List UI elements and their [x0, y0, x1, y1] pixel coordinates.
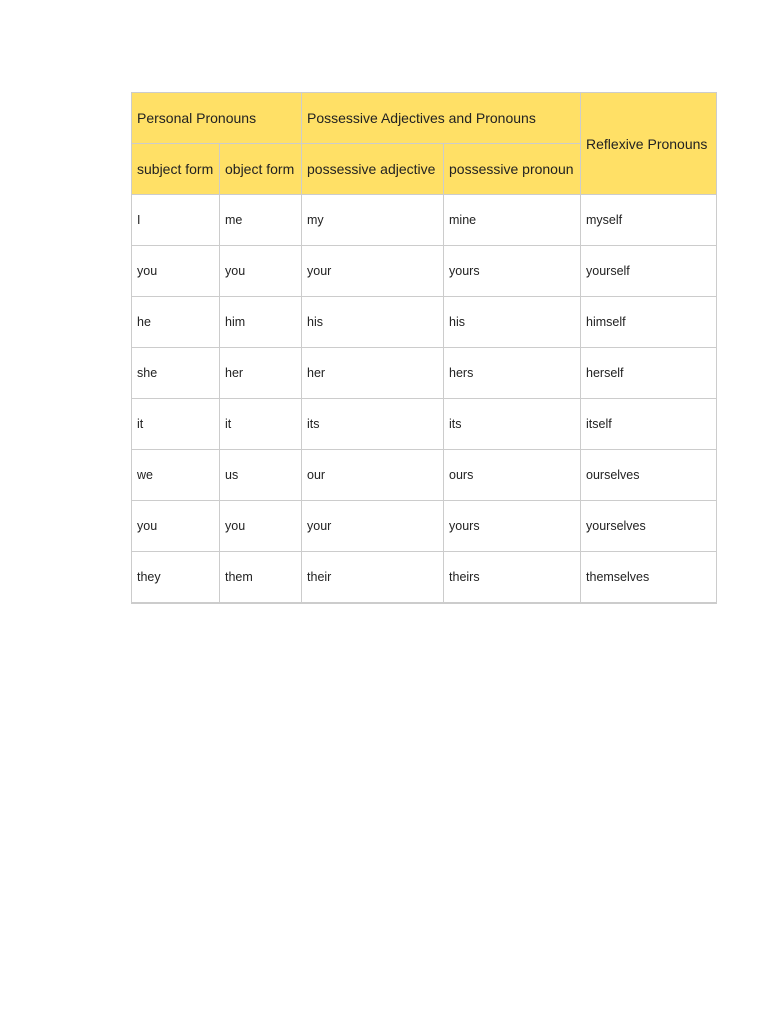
table-row — [132, 450, 717, 501]
cell-subject: you — [132, 501, 220, 552]
pronoun-table-container — [131, 92, 716, 604]
cell-possessive-pronoun: its — [444, 399, 581, 450]
header-subject-form: subject form — [132, 144, 220, 195]
cell-possessive-adjective: his — [302, 297, 444, 348]
cell-possessive-pronoun: yours — [444, 246, 581, 297]
table-row — [132, 348, 717, 399]
cell-reflexive: ourselves — [581, 450, 717, 501]
cell-possessive-adjective: my — [302, 195, 444, 246]
cell-possessive-adjective: her — [302, 348, 444, 399]
cell-object: her — [220, 348, 302, 399]
cell-object: me — [220, 195, 302, 246]
table-body — [132, 195, 717, 604]
cell-object: us — [220, 450, 302, 501]
cell-possessive-adjective: their — [302, 552, 444, 604]
table-row — [132, 246, 717, 297]
cell-reflexive: himself — [581, 297, 717, 348]
cell-possessive-adjective: your — [302, 246, 444, 297]
cell-possessive-pronoun: his — [444, 297, 581, 348]
header-group-row — [132, 93, 717, 144]
cell-object: it — [220, 399, 302, 450]
table-row — [132, 297, 717, 348]
table-row — [132, 399, 717, 450]
cell-reflexive: yourselves — [581, 501, 717, 552]
cell-possessive-adjective: your — [302, 501, 444, 552]
header-reflexive-pronouns: Reflexive Pronouns — [581, 93, 717, 195]
cell-reflexive: myself — [581, 195, 717, 246]
header-possessive-adjectives-and-pronouns: Possessive Adjectives and Pronouns — [302, 93, 581, 144]
cell-object: you — [220, 501, 302, 552]
cell-object: them — [220, 552, 302, 604]
cell-possessive-adjective: its — [302, 399, 444, 450]
cell-possessive-pronoun: yours — [444, 501, 581, 552]
cell-reflexive: herself — [581, 348, 717, 399]
cell-subject: she — [132, 348, 220, 399]
cell-subject: we — [132, 450, 220, 501]
pronoun-table — [131, 92, 717, 604]
table-row — [132, 195, 717, 246]
cell-subject: you — [132, 246, 220, 297]
cell-possessive-pronoun: mine — [444, 195, 581, 246]
cell-possessive-pronoun: theirs — [444, 552, 581, 604]
table-row — [132, 552, 717, 604]
header-personal-pronouns: Personal Pronouns — [132, 93, 302, 144]
cell-object: you — [220, 246, 302, 297]
cell-reflexive: yourself — [581, 246, 717, 297]
header-possessive-adjective: possessive adjective — [302, 144, 444, 195]
cell-possessive-pronoun: hers — [444, 348, 581, 399]
header-possessive-pronoun: possessive pronoun — [444, 144, 581, 195]
cell-reflexive: themselves — [581, 552, 717, 604]
cell-subject: they — [132, 552, 220, 604]
table-header — [132, 93, 717, 195]
cell-subject: I — [132, 195, 220, 246]
cell-possessive-adjective: our — [302, 450, 444, 501]
table-row — [132, 501, 717, 552]
cell-possessive-pronoun: ours — [444, 450, 581, 501]
cell-reflexive: itself — [581, 399, 717, 450]
cell-subject: it — [132, 399, 220, 450]
cell-subject: he — [132, 297, 220, 348]
header-object-form: object form — [220, 144, 302, 195]
cell-object: him — [220, 297, 302, 348]
